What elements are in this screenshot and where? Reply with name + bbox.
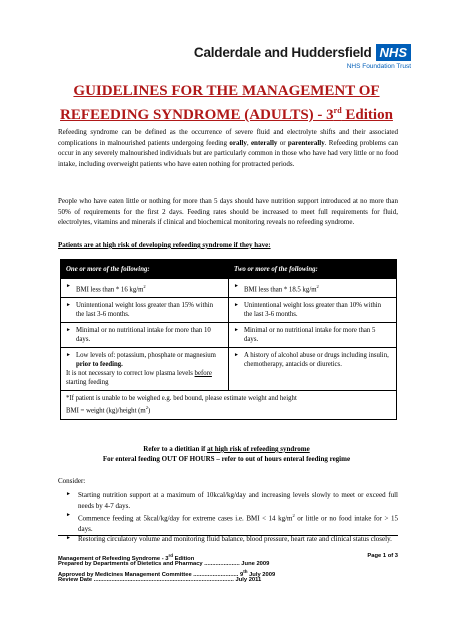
table-row	[61, 279, 397, 298]
list-item: ► Restoring circulatory volume and monitoring fluid balance, blood pressure, heart rate and clinical status closely.	[66, 535, 392, 544]
refer-dietitian: Refer to a dietitian if at high risk of refeeding syndrome	[143, 445, 310, 453]
footer-approved: Approved by Medicines Management Committee ............................ 9th July 2009	[58, 569, 276, 578]
bullet-icon: ►	[66, 536, 71, 542]
intro-paragraph-1: Refeeding syndrome can be defined as the occurrence of severe fluid and electrolyte shifts and their associated complications in malnourished patients undergoing feeding orally, enterally or parenterally. Refeeding problems can occur in any severely malnourished individuals but are particularly common in those who have had very little or no food intake, including overweight patients who have eaten nothing for protracted periods.	[58, 128, 399, 168]
document-title	[0, 82, 453, 125]
cell-text: BMI less than * 18.5 $kg/m^2$	[244, 284, 319, 294]
bullet-icon: ►	[234, 284, 239, 289]
bullet-icon: ►	[66, 303, 71, 309]
list-item: ► Commence feeding at 5kcal/kg/day for extreme cases i.e. BMI < 14 $kg/m^2$ or little or no food intake for > 15 days.	[66, 513, 398, 533]
bmi-formula: BMI = weight (kg)/height $(m^2)$	[66, 405, 151, 415]
footer-review: Review Date ....................................................................................... July 2011	[58, 577, 262, 583]
footer-prepared: Prepared by Departments of Dietetics and Pharmacy ...................... June 2009	[58, 561, 270, 567]
trust-logo	[194, 44, 411, 70]
bullet-icon: ►	[66, 328, 71, 334]
table-note-row	[61, 391, 397, 419]
table-row	[61, 323, 397, 348]
footer-divider	[58, 535, 398, 536]
cell-text: Low levels of: potassium, phosphate or magnesium prior to feeding.	[76, 352, 216, 369]
table-row	[61, 298, 397, 323]
cell-text: Unintentional weight loss greater than 10% within the last 3-6 months.	[244, 302, 382, 319]
bullet-icon: ►	[66, 492, 71, 497]
consider-label: Consider:	[58, 477, 86, 485]
bullet-icon: ►	[66, 513, 71, 518]
org-name: Calderdale and Huddersfield	[193, 45, 372, 60]
consider-list	[66, 490, 398, 545]
footer-title: Management of Refeeding Syndrome - 3rd Edition	[58, 553, 195, 562]
cell-text: Minimal or no nutritional intake for more than 10 days.	[76, 327, 211, 344]
nhs-logo: NHS	[376, 44, 411, 61]
risk-table	[60, 259, 397, 420]
bullet-icon: ►	[234, 328, 239, 334]
cell-note: It is not necessary to correct low plasma levels before starting feeding	[66, 370, 212, 387]
page-number: Page 1 of 3	[367, 553, 398, 559]
trust-subtitle: NHS Foundation Trust	[346, 63, 411, 70]
risk-heading: Patients are at high risk of developing refeeding syndrome if they have:	[58, 241, 271, 249]
bullet-icon: ►	[66, 284, 71, 289]
cell-text: BMI less than * 16 $kg/m^2$	[76, 284, 146, 294]
col2-header: Two or more of the following:	[229, 260, 397, 279]
out-of-hours-note: For enteral feeding OUT OF HOURS – refer to out of hours enteral feeding regime	[102, 455, 351, 463]
cell-text: Minimal or no nutritional intake for more than 5 days.	[244, 327, 376, 344]
weight-note: *If patient is unable to be weighed e.g. bed bound, please estimate weight and height	[66, 395, 297, 403]
cell-text: Unintentional weight loss greater than 15% within the last 3-6 months.	[76, 302, 214, 319]
bullet-icon: ►	[234, 353, 239, 359]
col1-header: One or more of the following:	[61, 260, 229, 279]
risk-table-header	[61, 260, 397, 279]
cell-text: A history of alcohol abuse or drugs including insulin, chemotherapy, antacids or diuretics.	[244, 352, 389, 369]
title-line-2: REFEEDING SYNDROME (ADULTS) - 3rd Edition	[60, 106, 393, 123]
bullet-icon: ►	[234, 303, 239, 309]
intro-paragraph-2: People who have eaten little or nothing for more than 5 days should have nutrition support introduced at no more than 50% of requirements for the first 2 days. Feeding rates should be increased to meet full requirements for fluid, electrolytes, vitamins and minerals if clinical and biochemical monitoring reveals no refeeding syndrome.	[58, 197, 398, 226]
list-item: ► Starting nutrition support at a maximum of 10kcal/kg/day and increasing levels slowly to meet or exceed full needs by 4-7 days.	[66, 491, 398, 510]
bullet-icon: ►	[66, 353, 71, 359]
title-line-1: GUIDELINES FOR THE MANAGEMENT OF	[73, 83, 380, 99]
table-row	[61, 348, 397, 391]
